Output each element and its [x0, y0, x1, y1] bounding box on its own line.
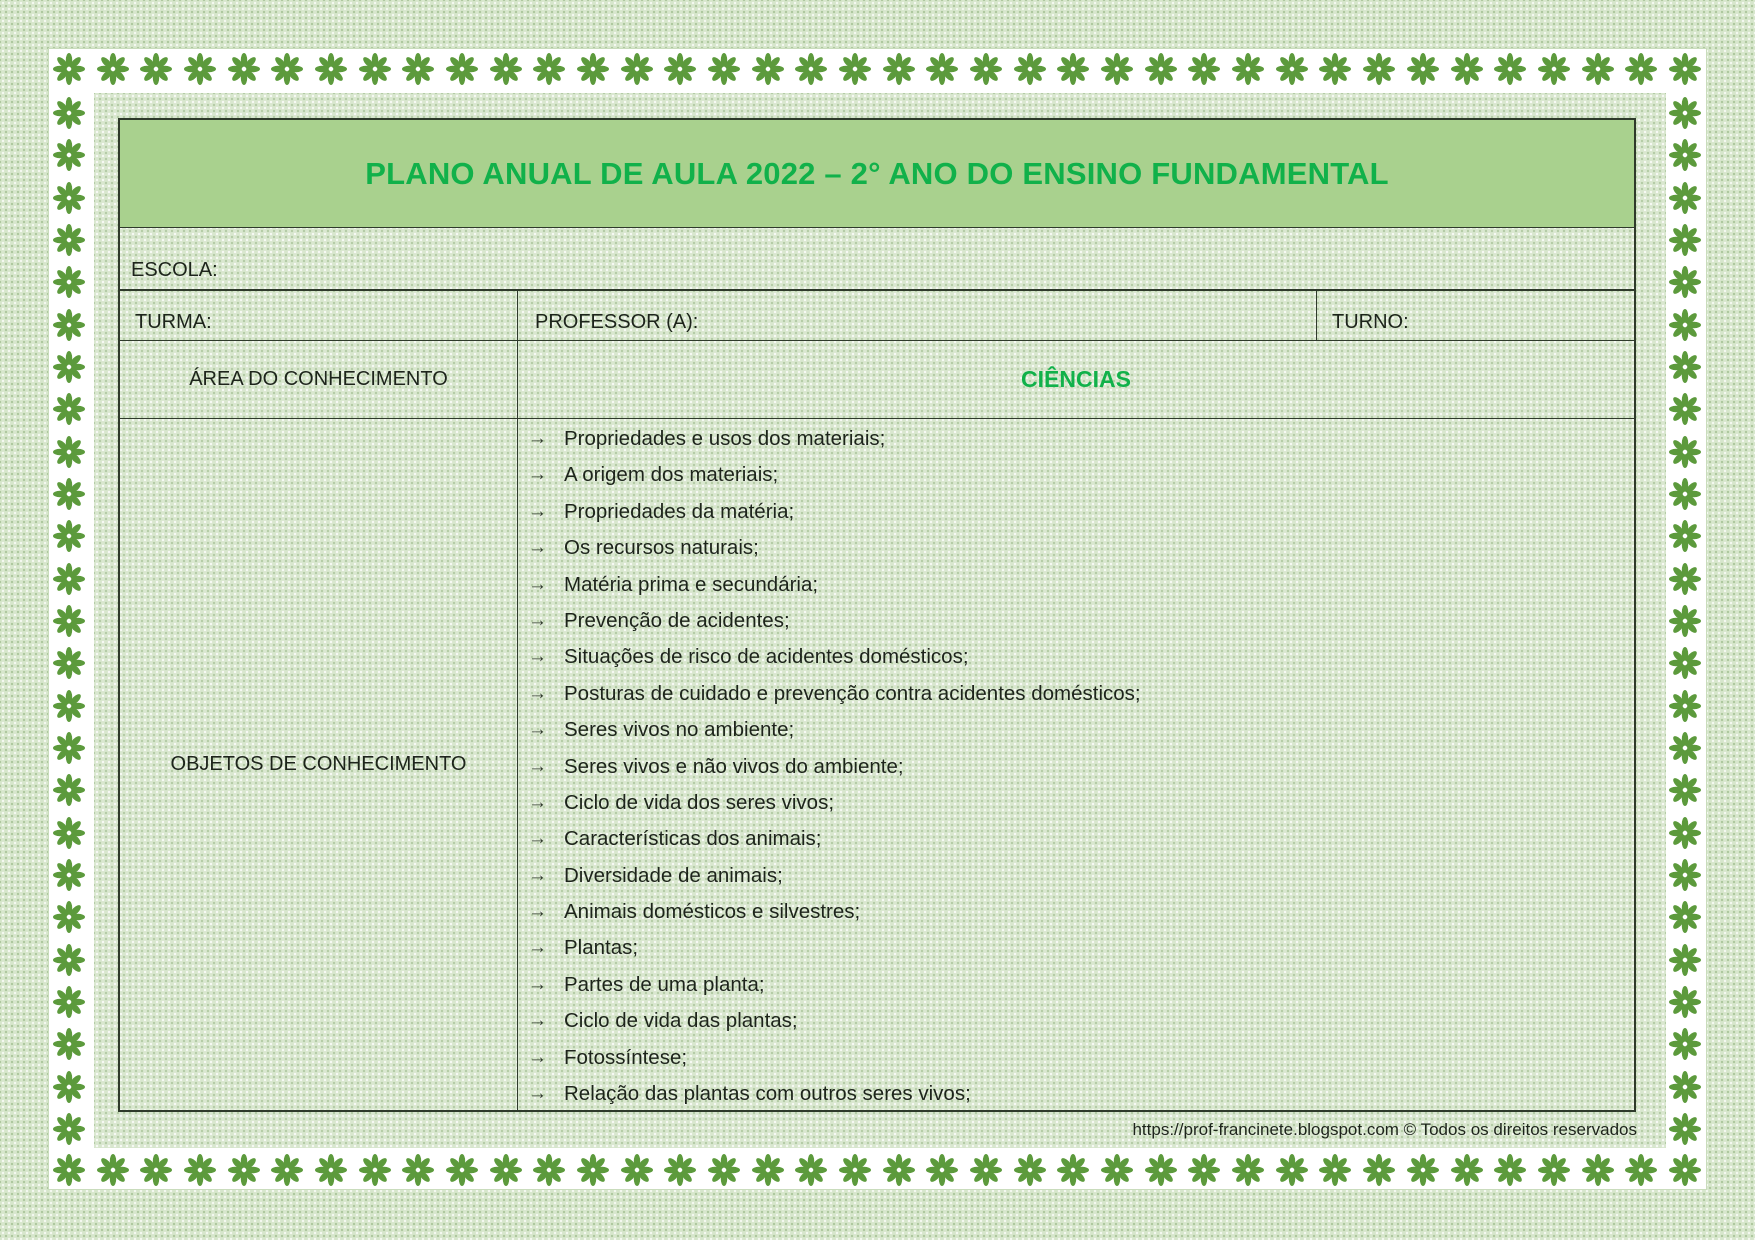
leaf-flower-icon — [838, 1153, 872, 1187]
leaf-flower-icon — [1056, 52, 1090, 86]
turno-label: TURNO: — [1332, 311, 1409, 333]
leaf-flower-icon — [1668, 223, 1702, 257]
right-arrow-icon: → — [528, 937, 547, 959]
leaf-flower-icon — [1668, 1153, 1702, 1187]
leaf-flower-icon — [1624, 52, 1658, 86]
divider — [1316, 289, 1317, 340]
objeto-item — [528, 712, 1141, 748]
leaf-flower-icon — [794, 52, 828, 86]
professor-label: PROFESSOR (A): — [535, 311, 699, 333]
leaf-flower-icon — [1362, 52, 1396, 86]
right-arrow-icon: → — [528, 828, 547, 850]
right-arrow-icon: → — [528, 464, 547, 486]
right-arrow-icon: → — [528, 646, 547, 668]
leaf-flower-icon — [1100, 52, 1134, 86]
copyright-footer: https://prof-francinete.blogspot.com © Todos os direitos reservados — [1132, 1120, 1637, 1139]
right-arrow-icon: → — [528, 1083, 547, 1105]
leaf-flower-icon — [1668, 562, 1702, 596]
leaf-flower-icon — [969, 52, 1003, 86]
leaf-flower-icon — [139, 1153, 173, 1187]
objeto-text: Partes de uma planta; — [564, 972, 765, 996]
leaf-flower-icon — [576, 1153, 610, 1187]
leaf-flower-icon — [270, 1153, 304, 1187]
leaf-flower-icon — [663, 1153, 697, 1187]
leaf-flower-icon — [52, 858, 86, 892]
leaf-flower-icon — [620, 52, 654, 86]
leaf-flower-icon — [882, 52, 916, 86]
leaf-flower-icon — [1493, 1153, 1527, 1187]
objeto-item — [528, 421, 1141, 457]
leaf-flower-icon — [1581, 1153, 1615, 1187]
turma-label: TURMA: — [135, 311, 212, 333]
right-arrow-icon: → — [528, 973, 547, 995]
leaf-flower-icon — [52, 816, 86, 850]
leaf-flower-icon — [489, 1153, 523, 1187]
leaf-flower-icon — [969, 1153, 1003, 1187]
leaf-flower-icon — [1668, 646, 1702, 680]
objeto-item — [528, 494, 1141, 530]
leaf-flower-icon — [52, 943, 86, 977]
leaf-flower-icon — [1406, 52, 1440, 86]
leaf-flower-icon — [925, 1153, 959, 1187]
right-arrow-icon: → — [528, 500, 547, 522]
right-arrow-icon: → — [528, 573, 547, 595]
leaf-flower-icon — [1624, 1153, 1658, 1187]
leaf-flower-icon — [1668, 943, 1702, 977]
objeto-item — [528, 1076, 1141, 1112]
leaf-flower-icon — [532, 1153, 566, 1187]
objeto-text: Animais domésticos e silvestres; — [564, 900, 861, 924]
leaf-flower-icon — [1668, 96, 1702, 130]
leaf-flower-icon — [1668, 181, 1702, 215]
leaf-flower-icon — [1668, 477, 1702, 511]
leaf-flower-icon — [925, 52, 959, 86]
objeto-text: Ciclo de vida das plantas; — [564, 1009, 798, 1033]
leaf-flower-icon — [96, 1153, 130, 1187]
leaf-flower-icon — [1318, 52, 1352, 86]
right-arrow-icon: → — [528, 901, 547, 923]
right-arrow-icon: → — [528, 537, 547, 559]
leaf-flower-icon — [489, 52, 523, 86]
leaf-flower-icon — [52, 96, 86, 130]
objeto-text: Seres vivos e não vivos do ambiente; — [564, 754, 904, 778]
leaf-flower-icon — [314, 1153, 348, 1187]
leaf-flower-icon — [1013, 1153, 1047, 1187]
leaf-flower-icon — [52, 392, 86, 426]
leaf-flower-icon — [52, 181, 86, 215]
leaf-flower-icon — [1187, 1153, 1221, 1187]
turma-row — [120, 289, 1634, 341]
right-arrow-icon: → — [528, 1046, 547, 1068]
leaf-flower-icon — [52, 477, 86, 511]
right-arrow-icon: → — [528, 791, 547, 813]
leaf-flower-icon — [1144, 1153, 1178, 1187]
right-arrow-icon: → — [528, 864, 547, 886]
leaf-flower-icon — [1450, 52, 1484, 86]
objeto-text: Os recursos naturais; — [564, 536, 759, 560]
leaf-flower-icon — [1668, 900, 1702, 934]
objeto-text: Prevenção de acidentes; — [564, 608, 790, 632]
border-right — [1668, 96, 1702, 1146]
objeto-text: Plantas; — [564, 936, 639, 960]
leaf-flower-icon — [52, 52, 86, 86]
divider — [517, 289, 518, 340]
area-value: CIÊNCIAS — [1021, 365, 1131, 392]
divider — [517, 419, 518, 1110]
border-bottom — [52, 1153, 1702, 1187]
leaf-flower-icon — [1581, 52, 1615, 86]
leaf-flower-icon — [1668, 985, 1702, 1019]
objeto-text: Diversidade de animais; — [564, 863, 783, 887]
leaf-flower-icon — [183, 1153, 217, 1187]
leaf-flower-icon — [1668, 350, 1702, 384]
objeto-text: Propriedades da matéria; — [564, 499, 795, 523]
leaf-flower-icon — [751, 1153, 785, 1187]
leaf-flower-icon — [52, 731, 86, 765]
leaf-flower-icon — [52, 138, 86, 172]
leaf-flower-icon — [1668, 308, 1702, 342]
leaf-flower-icon — [1668, 138, 1702, 172]
leaf-flower-icon — [1668, 816, 1702, 850]
objeto-text: Fotossíntese; — [564, 1045, 688, 1069]
leaf-flower-icon — [576, 52, 610, 86]
leaf-flower-icon — [882, 1153, 916, 1187]
objetos-label: OBJETOS DE CONHECIMENTO — [170, 753, 467, 775]
leaf-flower-icon — [1231, 1153, 1265, 1187]
escola-row — [120, 227, 1634, 291]
leaf-flower-icon — [52, 1027, 86, 1061]
objetos-row — [120, 419, 1634, 1110]
leaf-flower-icon — [1668, 689, 1702, 723]
right-arrow-icon: → — [528, 428, 547, 449]
area-label: ÁREA DO CONHECIMENTO — [189, 367, 448, 390]
objeto-item — [528, 676, 1141, 712]
objetos-list — [528, 421, 1141, 1112]
leaf-flower-icon — [1318, 1153, 1352, 1187]
objeto-item — [528, 785, 1141, 821]
objeto-text: A origem dos materiais; — [564, 463, 779, 487]
leaf-flower-icon — [445, 52, 479, 86]
objeto-text: Propriedades e usos dos materiais; — [564, 427, 886, 450]
leaf-flower-icon — [1537, 1153, 1571, 1187]
leaf-flower-icon — [52, 265, 86, 299]
objeto-text: Situações de risco de acidentes domésticos; — [564, 645, 969, 669]
objeto-item — [528, 567, 1141, 603]
leaf-flower-icon — [838, 52, 872, 86]
title-band — [120, 120, 1634, 228]
leaf-flower-icon — [52, 646, 86, 680]
objeto-text: Ciclo de vida dos seres vivos; — [564, 790, 835, 814]
leaf-flower-icon — [1537, 52, 1571, 86]
right-arrow-icon: → — [528, 755, 547, 777]
leaf-flower-icon — [1013, 52, 1047, 86]
page-title: PLANO ANUAL DE AULA 2022 – 2° ANO DO ENSINO FUNDAMENTAL — [365, 155, 1389, 191]
leaf-flower-icon — [1056, 1153, 1090, 1187]
objeto-item — [528, 749, 1141, 785]
objeto-text: Matéria prima e secundária; — [564, 572, 819, 596]
objeto-item — [528, 457, 1141, 493]
leaf-flower-icon — [1493, 52, 1527, 86]
leaf-flower-icon — [1144, 52, 1178, 86]
leaf-flower-icon — [139, 52, 173, 86]
right-arrow-icon: → — [528, 609, 547, 631]
leaf-flower-icon — [227, 1153, 261, 1187]
leaf-flower-icon — [1275, 52, 1309, 86]
leaf-flower-icon — [707, 52, 741, 86]
leaf-flower-icon — [1668, 731, 1702, 765]
right-arrow-icon: → — [528, 719, 547, 741]
objeto-item — [528, 603, 1141, 639]
objeto-text: Relação das plantas com outros seres vivos; — [564, 1082, 971, 1106]
leaf-flower-icon — [707, 1153, 741, 1187]
objeto-item — [528, 530, 1141, 566]
objeto-item — [528, 1003, 1141, 1039]
leaf-flower-icon — [1668, 858, 1702, 892]
leaf-flower-icon — [1450, 1153, 1484, 1187]
leaf-flower-icon — [183, 52, 217, 86]
leaf-flower-icon — [620, 1153, 654, 1187]
border-left — [52, 96, 86, 1146]
leaf-flower-icon — [751, 52, 785, 86]
leaf-flower-icon — [401, 52, 435, 86]
leaf-flower-icon — [52, 562, 86, 596]
leaf-flower-icon — [314, 52, 348, 86]
right-arrow-icon: → — [528, 682, 547, 704]
leaf-flower-icon — [270, 52, 304, 86]
leaf-flower-icon — [1668, 265, 1702, 299]
leaf-flower-icon — [52, 350, 86, 384]
leaf-flower-icon — [52, 985, 86, 1019]
leaf-flower-icon — [1362, 1153, 1396, 1187]
objeto-text: Seres vivos no ambiente; — [564, 718, 795, 742]
leaf-flower-icon — [52, 308, 86, 342]
leaf-flower-icon — [1668, 1112, 1702, 1146]
objeto-text: Posturas de cuidado e prevenção contra acidentes domésticos; — [564, 681, 1141, 705]
leaf-flower-icon — [1668, 392, 1702, 426]
objeto-text: Características dos animais; — [564, 827, 822, 851]
plan-table — [118, 118, 1636, 1112]
objeto-item — [528, 639, 1141, 675]
leaf-flower-icon — [663, 52, 697, 86]
escola-label: ESCOLA: — [131, 259, 218, 281]
objeto-item — [528, 858, 1141, 894]
leaf-flower-icon — [1668, 604, 1702, 638]
leaf-flower-icon — [358, 52, 392, 86]
leaf-flower-icon — [1100, 1153, 1134, 1187]
right-arrow-icon: → — [528, 1010, 547, 1032]
leaf-flower-icon — [1231, 52, 1265, 86]
border-top — [52, 52, 1702, 86]
leaf-flower-icon — [1668, 519, 1702, 553]
leaf-flower-icon — [1406, 1153, 1440, 1187]
leaf-flower-icon — [52, 604, 86, 638]
area-row — [120, 340, 1634, 419]
leaf-flower-icon — [1668, 52, 1702, 86]
objeto-item — [528, 821, 1141, 857]
objeto-item — [528, 894, 1141, 930]
leaf-flower-icon — [1668, 1070, 1702, 1104]
leaf-flower-icon — [52, 1153, 86, 1187]
leaf-flower-icon — [96, 52, 130, 86]
leaf-flower-icon — [52, 223, 86, 257]
leaf-flower-icon — [52, 1112, 86, 1146]
leaf-flower-icon — [445, 1153, 479, 1187]
leaf-flower-icon — [52, 900, 86, 934]
leaf-flower-icon — [227, 52, 261, 86]
leaf-flower-icon — [52, 689, 86, 723]
leaf-flower-icon — [1668, 1027, 1702, 1061]
leaf-flower-icon — [1187, 52, 1221, 86]
leaf-flower-icon — [532, 52, 566, 86]
leaf-flower-icon — [1668, 773, 1702, 807]
leaf-flower-icon — [52, 773, 86, 807]
leaf-flower-icon — [401, 1153, 435, 1187]
leaf-flower-icon — [52, 1070, 86, 1104]
leaf-flower-icon — [1275, 1153, 1309, 1187]
objeto-item — [528, 967, 1141, 1003]
leaf-flower-icon — [52, 519, 86, 553]
leaf-flower-icon — [52, 435, 86, 469]
objeto-item — [528, 930, 1141, 966]
leaf-flower-icon — [794, 1153, 828, 1187]
leaf-flower-icon — [1668, 435, 1702, 469]
objeto-item — [528, 1040, 1141, 1076]
leaf-flower-icon — [358, 1153, 392, 1187]
